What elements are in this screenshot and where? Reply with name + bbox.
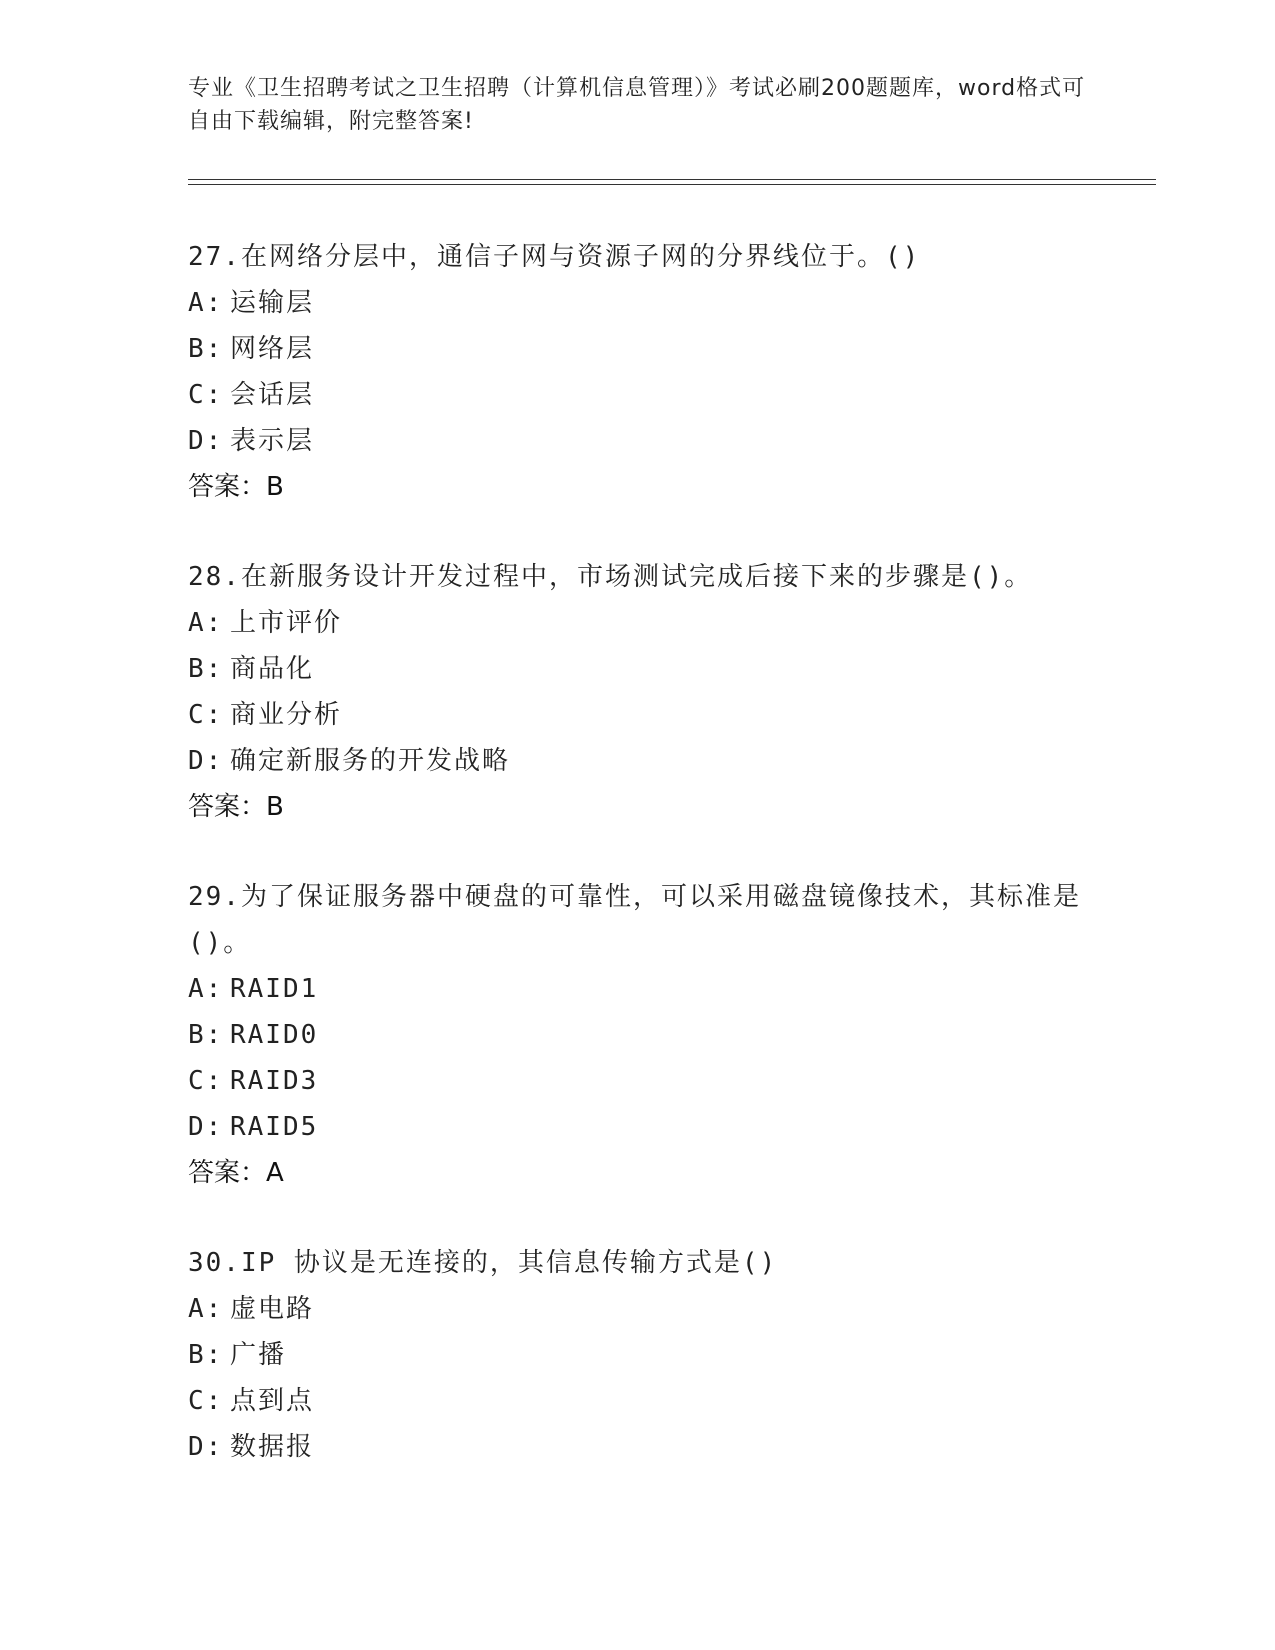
question-stem: 27.在网络分层中，通信子网与资源子网的分界线位于。() bbox=[188, 242, 921, 272]
option-a bbox=[188, 966, 1088, 1012]
option-text: 商品化 bbox=[230, 654, 315, 684]
header-divider-top bbox=[188, 179, 1156, 180]
option-key: D: bbox=[188, 746, 224, 776]
option-a bbox=[188, 600, 1088, 646]
question-stem: 30.IP 协议是无连接的，其信息传输方式是() bbox=[188, 1248, 778, 1278]
option-key: A: bbox=[188, 974, 224, 1004]
question-27 bbox=[188, 234, 1088, 510]
option-text: 上市评价 bbox=[230, 608, 343, 638]
header-divider-bottom bbox=[188, 184, 1156, 185]
option-text: RAID1 bbox=[230, 974, 319, 1004]
option-key: B: bbox=[188, 1340, 224, 1370]
option-key: B: bbox=[188, 1020, 224, 1050]
option-d bbox=[188, 418, 1088, 464]
option-key: C: bbox=[188, 380, 224, 410]
option-text: 商业分析 bbox=[230, 700, 343, 730]
option-d bbox=[188, 738, 1088, 784]
option-c bbox=[188, 1378, 1088, 1424]
option-text: 虚电路 bbox=[230, 1294, 315, 1324]
option-text: 点到点 bbox=[230, 1386, 315, 1416]
option-text: 运输层 bbox=[230, 288, 315, 318]
option-text: 确定新服务的开发战略 bbox=[230, 746, 511, 776]
option-key: C: bbox=[188, 700, 224, 730]
option-key: A: bbox=[188, 1294, 224, 1324]
option-key: D: bbox=[188, 1112, 224, 1142]
option-text: 会话层 bbox=[230, 380, 315, 410]
option-key: D: bbox=[188, 1432, 224, 1462]
option-d bbox=[188, 1424, 1088, 1470]
option-key: A: bbox=[188, 288, 224, 318]
question-29 bbox=[188, 874, 1088, 1196]
option-b bbox=[188, 1332, 1088, 1378]
option-key: D: bbox=[188, 426, 224, 456]
option-b bbox=[188, 646, 1088, 692]
option-key: C: bbox=[188, 1386, 224, 1416]
option-key: A: bbox=[188, 608, 224, 638]
question-stem: 29.为了保证服务器中硬盘的可靠性，可以采用磁盘镜像技术，其标准是()。 bbox=[188, 882, 1081, 958]
option-c bbox=[188, 1058, 1088, 1104]
question-stem: 28.在新服务设计开发过程中，市场测试完成后接下来的步骤是()。 bbox=[188, 562, 1033, 592]
option-b bbox=[188, 326, 1088, 372]
option-d bbox=[188, 1104, 1088, 1150]
option-key: B: bbox=[188, 654, 224, 684]
option-text: RAID3 bbox=[230, 1066, 319, 1096]
option-text: 表示层 bbox=[230, 426, 315, 456]
option-b bbox=[188, 1012, 1088, 1058]
option-c bbox=[188, 372, 1088, 418]
option-text: RAID5 bbox=[230, 1112, 319, 1142]
option-key: B: bbox=[188, 334, 224, 364]
option-a bbox=[188, 280, 1088, 326]
option-text: 广播 bbox=[230, 1340, 287, 1370]
option-a bbox=[188, 1286, 1088, 1332]
question-28 bbox=[188, 554, 1088, 830]
option-text: 数据报 bbox=[230, 1432, 315, 1462]
answer-line: 答案：B bbox=[188, 792, 284, 822]
option-text: RAID0 bbox=[230, 1020, 319, 1050]
answer-line: 答案：A bbox=[188, 1158, 284, 1188]
question-30 bbox=[188, 1240, 1088, 1470]
answer-line: 答案：B bbox=[188, 472, 284, 502]
option-key: C: bbox=[188, 1066, 224, 1096]
document-header: 专业《卫生招聘考试之卫生招聘（计算机信息管理）》考试必刷200题题库，word格式可自由下载编辑，附完整答案! bbox=[188, 76, 1086, 134]
option-c bbox=[188, 692, 1088, 738]
option-text: 网络层 bbox=[230, 334, 315, 364]
